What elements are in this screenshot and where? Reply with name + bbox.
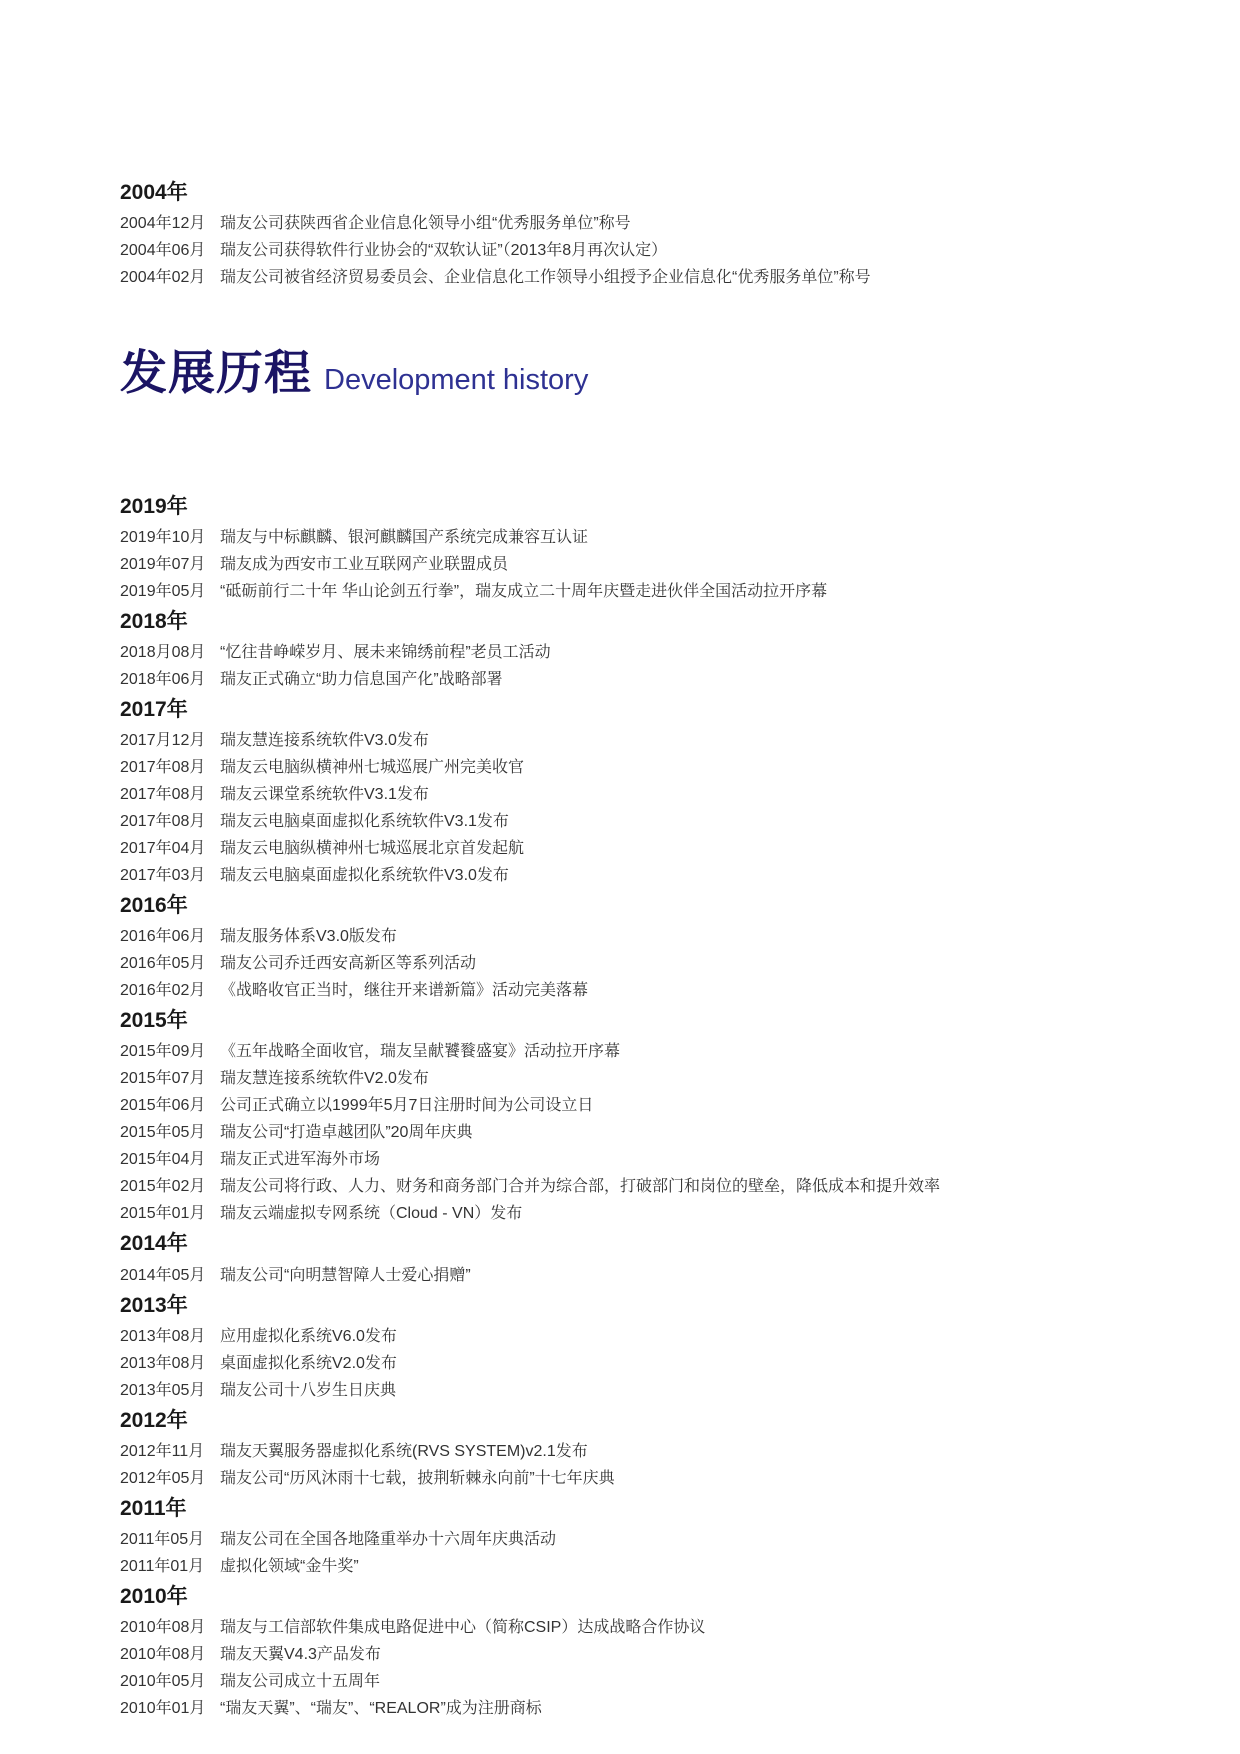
entry-date: 2019年10月: [120, 528, 206, 546]
year-heading: 2011年: [120, 1497, 187, 1521]
timeline-entry: [120, 1442, 1155, 1462]
entry-date: 2004年06月: [120, 242, 206, 260]
entry-date: 2013年08月: [120, 1327, 206, 1345]
entry-text: 瑞友公司获陕西省企业信息化领导小组“优秀服务单位”称号: [220, 215, 631, 233]
timeline-entry: [120, 643, 1155, 663]
entry-text: 瑞友公司将行政、人力、财务和商务部门合并为综合部，打破部门和岗位的壁垒，降低成本和提升效率: [220, 1178, 941, 1196]
timeline-entry: [120, 1042, 1155, 1062]
entry-text: 瑞友云电脑纵横神州七城巡展北京首发起航: [220, 840, 525, 858]
page-title-zh: 发展历程: [120, 346, 312, 400]
entry-text: 瑞友正式进军海外市场: [220, 1151, 381, 1169]
timeline: [120, 494, 1155, 1720]
year-entries: [120, 1327, 1155, 1401]
timeline-entry: [120, 241, 1155, 261]
entry-text: 瑞友公司成立十五周年: [220, 1673, 381, 1691]
timeline-entry: [120, 1530, 1155, 1550]
year-section: [120, 893, 1155, 1001]
entry-text: 瑞友公司“历风沐雨十七载，披荆斩棘永向前”十七年庆典: [220, 1470, 615, 1488]
year-entries: [120, 1530, 1155, 1577]
entry-text: 瑞友服务体系V3.0版发布: [220, 928, 397, 946]
year-section: [120, 1231, 1155, 1285]
page-title: [120, 346, 1155, 400]
entry-date: 2017月12月: [120, 732, 206, 750]
entry-text: 桌面虚拟化系统V2.0发布: [220, 1354, 397, 1372]
timeline-entry: [120, 866, 1155, 886]
year-entries: [120, 927, 1155, 1001]
year-entries: [120, 731, 1155, 886]
year-heading: 2018年: [120, 609, 188, 633]
entry-text: 瑞友公司在全国各地隆重举办十六周年庆典活动: [220, 1531, 557, 1549]
timeline-entry: [120, 1381, 1155, 1401]
timeline-entry: [120, 670, 1155, 690]
year-section: [120, 1496, 1155, 1577]
entry-date: 2015年01月: [120, 1205, 206, 1223]
year-section: [120, 1408, 1155, 1489]
year-heading: 2004年: [120, 181, 188, 204]
timeline-entry: [120, 1699, 1155, 1719]
entry-date: 2004年12月: [120, 215, 206, 233]
year-entries: [120, 1442, 1155, 1489]
entry-date: 2017年08月: [120, 759, 206, 777]
year-section: [120, 1008, 1155, 1224]
timeline-entry: [120, 758, 1155, 778]
entry-date: 2004年02月: [120, 269, 206, 287]
entry-date: 2013年08月: [120, 1354, 206, 1372]
timeline-entry: [120, 555, 1155, 575]
entry-date: 2015年07月: [120, 1070, 206, 1088]
entry-text: 虚拟化领域“金牛奖”: [220, 1558, 359, 1576]
timeline-entry: [120, 785, 1155, 805]
timeline-entry: [120, 839, 1155, 859]
year-heading: 2012年: [120, 1408, 188, 1432]
entry-text: 瑞友天翼V4.3产品发布: [220, 1646, 381, 1664]
timeline-entry: [120, 1150, 1155, 1170]
year-entries: [120, 1618, 1155, 1719]
timeline-entry: [120, 1557, 1155, 1577]
entry-text: 瑞友天翼服务器虚拟化系统(RVS SYSTEM)v2.1发布: [220, 1443, 588, 1461]
year-entries: [120, 1042, 1155, 1224]
timeline-entry: [120, 927, 1155, 947]
timeline-entry: [120, 1069, 1155, 1089]
entry-date: 2018年06月: [120, 670, 206, 688]
entry-text: 瑞友成为西安市工业互联网产业联盟成员: [220, 555, 509, 573]
year-heading: 2019年: [120, 494, 188, 518]
entry-text: “砥砺前行二十年 华山论剑五行拳”，瑞友成立二十周年庆暨走进伙伴全国活动拉开序幕: [220, 582, 828, 600]
year-heading: 2015年: [120, 1009, 188, 1033]
entry-date: 2017年08月: [120, 813, 206, 831]
timeline-entry: [120, 1618, 1155, 1638]
entry-date: 2015年04月: [120, 1151, 206, 1169]
entry-text: 《战略收官正当时，继往开来谱新篇》活动完美落幕: [220, 982, 589, 1000]
entry-text: 瑞友云电脑桌面虚拟化系统软件V3.1发布: [220, 813, 509, 831]
timeline-entry: [120, 1177, 1155, 1197]
timeline-entry: [120, 1672, 1155, 1692]
timeline-entry: [120, 954, 1155, 974]
entry-text: 瑞友公司十八岁生日庆典: [220, 1381, 397, 1399]
entry-date: 2011年05月: [120, 1531, 205, 1549]
entry-date: 2016年02月: [120, 982, 206, 1000]
timeline-entry: [120, 1123, 1155, 1143]
year-entries: [120, 528, 1155, 602]
timeline-entry: [120, 981, 1155, 1001]
entry-date: 2019年07月: [120, 555, 206, 573]
year-section: [120, 1293, 1155, 1401]
timeline-entry: [120, 731, 1155, 751]
entry-text: 瑞友公司被省经济贸易委员会、企业信息化工作领导小组授予企业信息化“优秀服务单位”称号: [220, 269, 871, 287]
timeline-entry: [120, 1327, 1155, 1347]
timeline-entry: [120, 1204, 1155, 1224]
entry-text: 瑞友慧连接系统软件V3.0发布: [220, 732, 429, 750]
entry-date: 2014年05月: [120, 1266, 206, 1284]
entry-date: 2015年06月: [120, 1097, 206, 1115]
year-section: [120, 1584, 1155, 1719]
entry-text: “瑞友天翼”、“瑞友”、“REALOR”成为注册商标: [220, 1700, 542, 1718]
timeline-entry: [120, 214, 1155, 234]
entry-date: 2015年02月: [120, 1178, 206, 1196]
entry-date: 2012年11月: [120, 1443, 205, 1461]
entry-text: 瑞友公司获得软件行业协会的“双软认证”（2013年8月再次认定）: [220, 242, 668, 260]
entry-date: 2016年05月: [120, 955, 206, 973]
entry-date: 2019年05月: [120, 582, 206, 600]
entry-date: 2017年04月: [120, 840, 206, 858]
year-heading: 2013年: [120, 1293, 188, 1317]
year-section: [120, 609, 1155, 690]
year-entries: [120, 643, 1155, 690]
year-heading: 2014年: [120, 1232, 188, 1256]
entry-text: 瑞友云电脑纵横神州七城巡展广州完美收官: [220, 759, 525, 777]
entry-date: 2010年08月: [120, 1619, 206, 1637]
entry-text: 瑞友与工信部软件集成电路促进中心（简称CSIP）达成战略合作协议: [220, 1619, 706, 1637]
entry-date: 2015年05月: [120, 1124, 206, 1142]
entry-date: 2010年05月: [120, 1673, 206, 1691]
entry-text: 《五年战略全面收官，瑞友呈献饕餮盛宴》活动拉开序幕: [220, 1043, 621, 1061]
year-heading: 2017年: [120, 697, 188, 721]
entry-date: 2012年05月: [120, 1470, 206, 1488]
entry-date: 2017年03月: [120, 867, 206, 885]
timeline-entry: [120, 1469, 1155, 1489]
entry-date: 2013年05月: [120, 1381, 206, 1399]
timeline-entry: [120, 582, 1155, 602]
entry-text: 应用虚拟化系统V6.0发布: [220, 1327, 397, 1345]
year-entries: [120, 1266, 1155, 1286]
year-heading: 2016年: [120, 894, 188, 918]
intro-entries: [120, 214, 1155, 288]
timeline-entry: [120, 1266, 1155, 1286]
timeline-entry: [120, 268, 1155, 288]
page-title-en: Development history: [324, 364, 589, 397]
entry-text: 瑞友云课堂系统软件V3.1发布: [220, 786, 429, 804]
entry-text: 瑞友云电脑桌面虚拟化系统软件V3.0发布: [220, 867, 509, 885]
section-2004: [120, 180, 1155, 288]
entry-text: 瑞友公司乔迁西安高新区等系列活动: [220, 955, 477, 973]
entry-text: 瑞友与中标麒麟、银河麒麟国产系统完成兼容互认证: [220, 528, 589, 546]
year-section: [120, 697, 1155, 886]
entry-date: 2010年08月: [120, 1646, 206, 1664]
timeline-entry: [120, 1354, 1155, 1374]
year-section: [120, 494, 1155, 602]
timeline-entry: [120, 1645, 1155, 1665]
timeline-entry: [120, 812, 1155, 832]
entry-text: 瑞友公司“向明慧智障人士爱心捐赠”: [220, 1266, 471, 1284]
entry-text: 瑞友公司“打造卓越团队”20周年庆典: [220, 1124, 473, 1142]
entry-date: 2011年01月: [120, 1558, 205, 1576]
entry-date: 2016年06月: [120, 928, 206, 946]
entry-text: “忆往昔峥嵘岁月、展未来锦绣前程”老员工活动: [220, 643, 551, 661]
entry-date: 2015年09月: [120, 1043, 206, 1061]
timeline-entry: [120, 1096, 1155, 1116]
entry-text: 瑞友慧连接系统软件V2.0发布: [220, 1070, 429, 1088]
entry-date: 2017年08月: [120, 786, 206, 804]
entry-date: 2010年01月: [120, 1700, 206, 1718]
entry-text: 瑞友云端虚拟专网系统（Cloud - VN）发布: [220, 1205, 523, 1223]
entry-text: 瑞友正式确立“助力信息国产化”战略部署: [220, 670, 503, 688]
entry-date: 2018月08月: [120, 643, 206, 661]
entry-text: 公司正式确立以1999年5月7日注册时间为公司设立日: [220, 1097, 594, 1115]
year-heading: 2010年: [120, 1585, 188, 1609]
timeline-entry: [120, 528, 1155, 548]
